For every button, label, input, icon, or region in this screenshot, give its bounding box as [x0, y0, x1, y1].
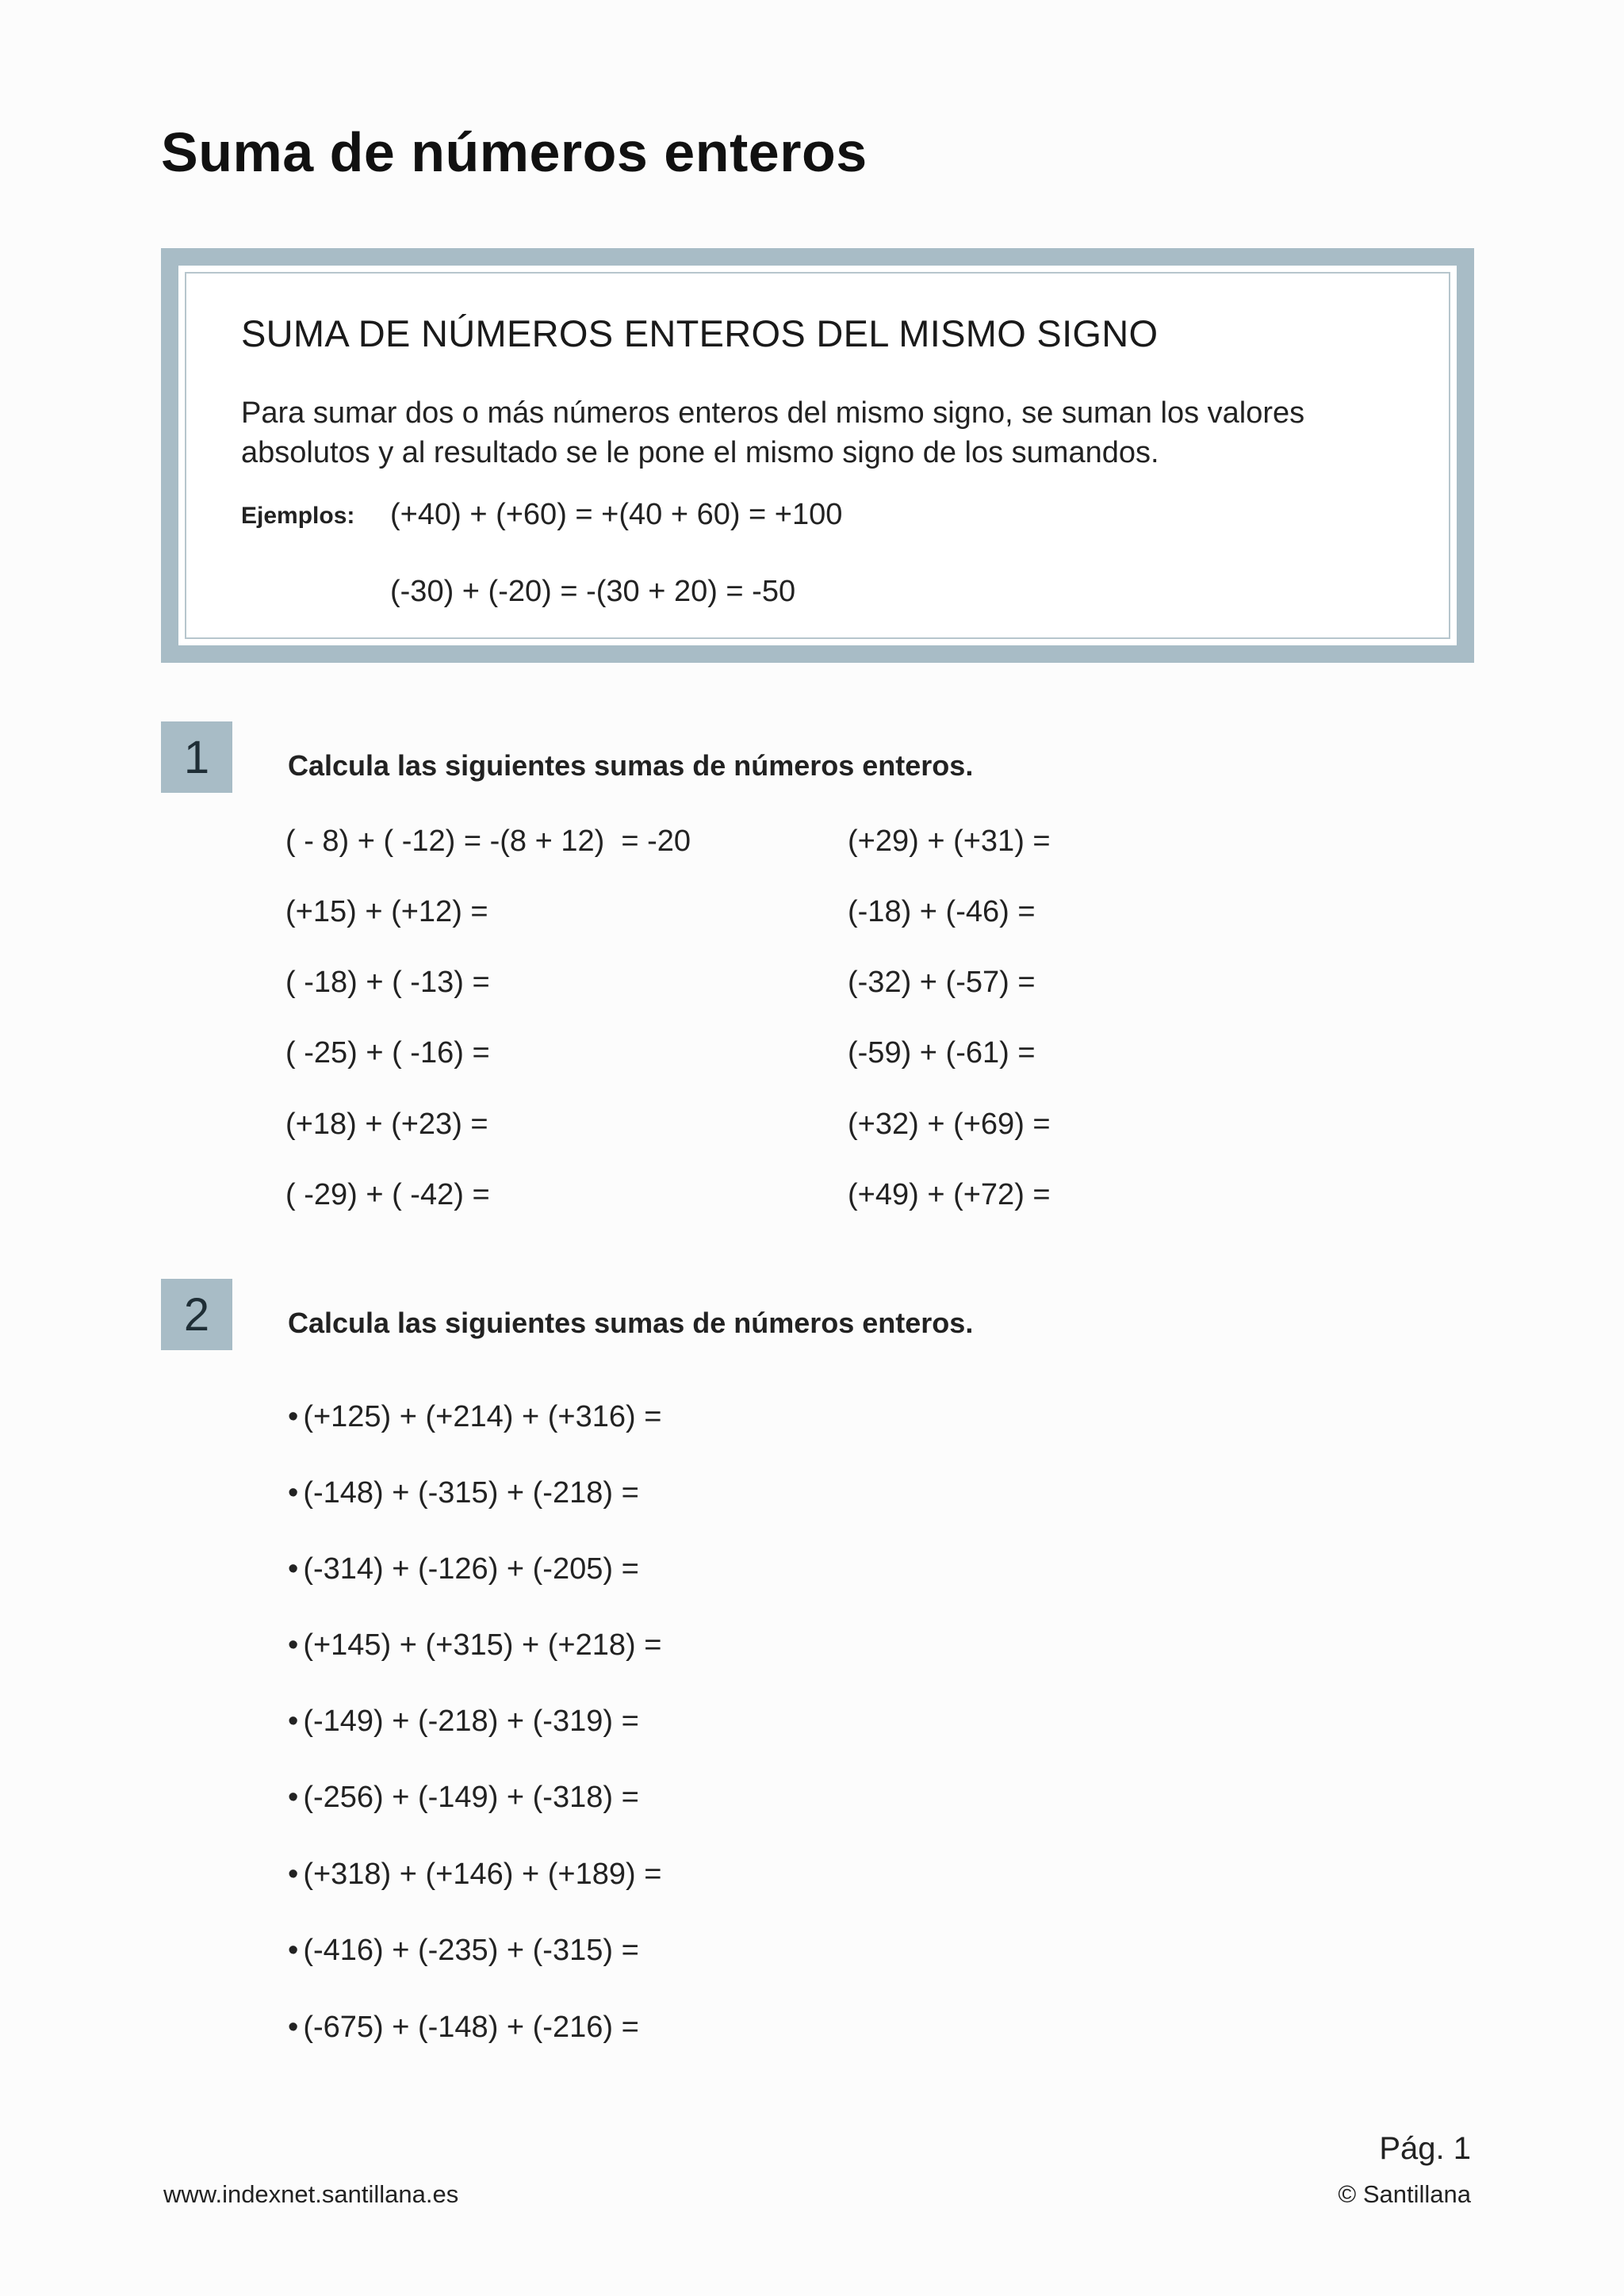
exercise-1-left-item: ( -25) + ( -16) =	[285, 1036, 490, 1070]
exercise-1-right-item: (+29) + (+31) =	[848, 825, 1051, 858]
bullet-icon: •	[288, 1705, 299, 1738]
exercise-1-right-item: (+32) + (+69) =	[848, 1108, 1051, 1141]
exercise-2-item	[288, 1476, 639, 1510]
exercise-1-right-item: (-18) + (-46) =	[848, 895, 1036, 928]
exercise-2-item-text: (-675) + (-148) + (-216) =	[303, 2011, 639, 2044]
exercise-1-left-item: ( -29) + ( -42) =	[285, 1178, 490, 1211]
examples-label: Ejemplos:	[241, 503, 355, 529]
exercise-2-item-text: (-256) + (-149) + (-318) =	[303, 1781, 639, 1814]
example-2: (-30) + (-20) = -(30 + 20) = -50	[390, 575, 796, 608]
exercise-2-item	[288, 1628, 661, 1663]
bullet-icon: •	[288, 1934, 299, 1967]
bullet-icon: •	[288, 1858, 299, 1891]
bullet-icon: •	[288, 1628, 299, 1662]
exercise-1-left-item: (+15) + (+12) =	[285, 895, 488, 928]
exercise-1-left-item: ( - 8) + ( -12) = -(8 + 12) = -20	[285, 825, 691, 858]
exercise-2-item-text: (-148) + (-315) + (-218) =	[303, 1476, 639, 1510]
exercise-2-item	[288, 1781, 639, 1815]
exercise-1-right-item: (-32) + (-57) =	[848, 966, 1036, 999]
exercise-2-item	[288, 2011, 639, 2045]
exercise-1-left-item: (+18) + (+23) =	[285, 1108, 488, 1141]
exercise-2-item-text: (+125) + (+214) + (+316) =	[303, 1400, 662, 1433]
rule-text: Para sumar dos o más números enteros del mismo signo, se suman los valores absolutos y al resultado se le pone el mismo signo de los sumandos.	[241, 396, 1305, 469]
bullet-icon: •	[288, 1781, 299, 1814]
exercise-1-right-item: (-59) + (-61) =	[848, 1036, 1036, 1070]
page-title: Suma de números enteros	[161, 121, 868, 183]
bullet-icon: •	[288, 1552, 299, 1586]
exercise-2-item	[288, 1552, 639, 1586]
exercise-2-item	[288, 1705, 639, 1739]
bullet-icon: •	[288, 1476, 299, 1510]
footer-url-link[interactable]: www.indexnet.santillana.es	[163, 2180, 459, 2208]
exercise-1-left-item: ( -18) + ( -13) =	[285, 966, 490, 999]
exercise-2-item-text: (-149) + (-218) + (-319) =	[303, 1705, 639, 1738]
exercise-2-item	[288, 1400, 661, 1434]
page-number: Pág. 1	[1379, 2131, 1471, 2166]
exercise-1-instruction: Calcula las siguientes sumas de números enteros.	[288, 749, 974, 782]
exercise-2-item-text: (+145) + (+315) + (+218) =	[303, 1628, 662, 1662]
exercise-2-item-text: (-314) + (-126) + (-205) =	[303, 1552, 639, 1586]
exercise-2-item-text: (-416) + (-235) + (-315) =	[303, 1934, 639, 1967]
exercise-1-right-item: (+49) + (+72) =	[848, 1178, 1051, 1211]
exercise-1-number: 1	[161, 721, 232, 793]
exercise-2-number: 2	[161, 1279, 232, 1350]
exercise-2-item	[288, 1858, 661, 1892]
exercise-2-item	[288, 1934, 639, 1968]
exercise-2-item-text: (+318) + (+146) + (+189) =	[303, 1858, 662, 1891]
example-1: (+40) + (+60) = +(40 + 60) = +100	[390, 498, 843, 531]
rule-heading: SUMA DE NÚMEROS ENTEROS DEL MISMO SIGNO	[241, 312, 1159, 354]
bullet-icon: •	[288, 2011, 299, 2044]
copyright: © Santillana	[1338, 2180, 1471, 2208]
exercise-2-instruction: Calcula las siguientes sumas de números enteros.	[288, 1307, 974, 1339]
bullet-icon: •	[288, 1400, 299, 1433]
